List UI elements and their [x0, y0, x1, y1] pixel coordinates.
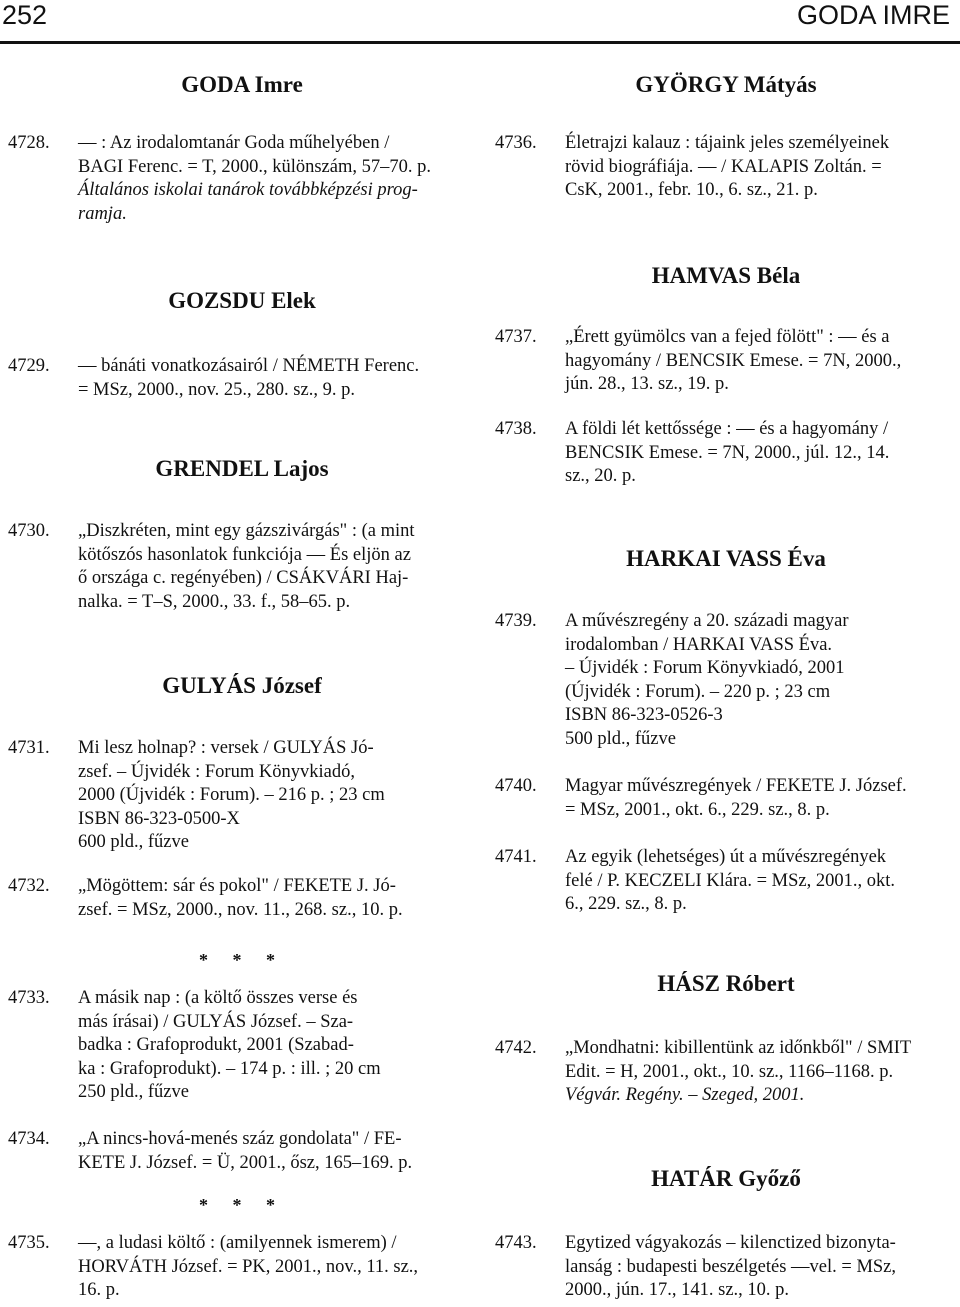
entry-number: 4736. [495, 133, 537, 153]
entry-4732 [8, 875, 476, 922]
entry-line: —, a ludasi költő : (amilyennek ismerem) / [78, 1233, 397, 1253]
entry-note: ramja. [78, 203, 127, 224]
entry-line: Egytized vágyakozás – kilenctized bizonyta- [565, 1233, 896, 1253]
entry-line: „Mondhatni: kibillentünk az időnkből" / SMIT [565, 1038, 912, 1058]
section-heading: GYÖRGY Mátyás [635, 72, 817, 97]
entry-line: Az egyik (lehetséges) út a művészregények [565, 847, 887, 867]
entry-line: zsef. = MSz, 2000., nov. 11., 268. sz., 10. p. [78, 899, 403, 920]
entry-line: A másik nap : (a költő összes verse és [78, 988, 358, 1008]
entry-line: BENCSIK Emese. = 7N, 2000., júl. 12., 14. [565, 442, 890, 463]
entry-line: „Mögöttem: sár és pokol" / FEKETE J. Jó- [78, 876, 396, 896]
entry-4738 [495, 418, 957, 489]
entry-4729 [8, 355, 476, 402]
entry-4731 [8, 737, 476, 855]
entry-line: 2000 (Újvidék : Forum). – 216 p. ; 23 cm [78, 785, 385, 805]
entry-number: 4743. [495, 1233, 537, 1253]
entry-line: HORVÁTH József. = PK, 2001., nov., 11. sz., [78, 1256, 419, 1277]
entry-line: 500 pld., fűzve [565, 728, 676, 749]
entry-line: (Újvidék : Forum). – 220 p. ; 23 cm [565, 681, 831, 702]
entry-4737 [495, 326, 957, 397]
section-heading: GODA Imre [181, 72, 303, 97]
entry-line: 600 pld., fűzve [78, 832, 189, 852]
entry-line: Életrajzi kalauz : tájaink jeles személyeinek [565, 133, 890, 153]
page-number: 252 [2, 0, 48, 30]
running-head: GODA IMRE [796, 0, 950, 30]
entry-line: CsK, 2001., febr. 10., 6. sz., 21. p. [565, 180, 818, 200]
entry-line: felé / P. KECZELI Klára. = MSz, 2001., okt. [565, 870, 896, 891]
entry-number: 4730. [8, 521, 50, 541]
section-heading: GRENDEL Lajos [155, 456, 329, 481]
entry-line: = MSz, 2000., nov. 25., 280. sz., 9. p. [78, 379, 355, 400]
entry-note: Végvár. Regény. – Szeged, 2001. [565, 1085, 805, 1105]
entry-line: lanság : budapesti beszélgetés —vel. = MSz, [565, 1256, 897, 1277]
entry-line: „A nincs-hová-menés száz gondolata" / FE- [78, 1129, 402, 1149]
entry-line: irodalomban / HARKAI VASS Éva. [565, 634, 833, 655]
entry-line: Mi lesz holnap? : versek / GULYÁS Jó- [78, 738, 374, 758]
entry-line: BAGI Ferenc. = T, 2000., különszám, 57–70. p. [78, 156, 431, 177]
separator-stars: * * * [199, 1195, 285, 1215]
entry-line: A földi lét kettőssége : — és a hagyomány / [565, 419, 889, 439]
entry-number: 4729. [8, 356, 50, 376]
entry-line: Edit. = H, 2001., okt., 10. sz., 1166–1168. p. [565, 1061, 894, 1082]
entry-line: sz., 20. p. [565, 466, 636, 486]
entry-4733 [8, 987, 476, 1105]
entry-4730 [8, 520, 476, 614]
entry-number: 4741. [495, 847, 537, 867]
section-heading: GULYÁS József [162, 673, 322, 698]
entry-line: Magyar művészregények / FEKETE J. József. [565, 776, 907, 796]
entry-line: „Érett gyümölcs van a fejed fölött" : — és a [565, 327, 890, 347]
header-rule [0, 41, 960, 44]
entry-line: A művészregény a 20. századi magyar [565, 611, 849, 631]
entry-line: ő országa c. regényében) / CSÁKVÁRI Haj- [78, 568, 409, 588]
entry-number: 4733. [8, 988, 50, 1008]
entry-4742 [495, 1037, 957, 1108]
entry-number: 4737. [495, 327, 537, 347]
entry-4734 [8, 1128, 476, 1175]
entry-note: Általános iskolai tanárok továbbképzési prog- [78, 180, 418, 200]
entry-line: = MSz, 2001., okt. 6., 229. sz., 8. p. [565, 799, 830, 820]
section-heading: GOZSDU Elek [168, 288, 316, 313]
separator-stars: * * * [199, 950, 285, 970]
entry-line: nalka. = T–S, 2000., 33. f., 58–65. p. [78, 591, 351, 612]
entry-4740 [495, 775, 957, 822]
entry-line: rövid biográfiája. — / KALAPIS Zoltán. = [565, 156, 882, 177]
entry-line: — : Az irodalomtanár Goda műhelyében / [78, 133, 390, 153]
entry-line: 250 pld., fűzve [78, 1082, 189, 1102]
entry-line: 16. p. [78, 1280, 120, 1300]
entry-line: más írásai) / GULYÁS József. – Sza- [78, 1011, 354, 1032]
entry-number: 4731. [8, 738, 50, 758]
entry-number: 4734. [8, 1129, 50, 1149]
entry-line: „Diszkréten, mint egy gázszivárgás" : (a mint [78, 521, 415, 541]
entry-4736 [495, 132, 957, 203]
entry-line: 6., 229. sz., 8. p. [565, 894, 687, 914]
entry-line: KETE J. József. = Ü, 2001., ősz, 165–169. p. [78, 1152, 413, 1173]
entry-4728 [8, 132, 476, 226]
entry-line: – Újvidék : Forum Könyvkiadó, 2001 [565, 658, 845, 678]
entry-4735 [8, 1232, 476, 1303]
entry-line: ka : Grafoprodukt). – 174 p. : ill. ; 20 cm [78, 1058, 381, 1079]
section-heading: HAMVAS Béla [651, 263, 801, 288]
entry-line: ISBN 86-323-0526-3 [565, 705, 723, 725]
entry-line: — bánáti vonatkozásairól / NÉMETH Ferenc. [78, 356, 420, 376]
entry-number: 4732. [8, 876, 50, 896]
section-heading: HARKAI VASS Éva [626, 546, 826, 571]
entry-number: 4735. [8, 1233, 50, 1253]
entry-number: 4742. [495, 1038, 537, 1058]
entry-line: zsef. – Újvidék : Forum Könyvkiadó, [78, 761, 355, 782]
entry-line: 2000., jún. 17., 141. sz., 10. p. [565, 1280, 790, 1300]
entry-line: hagyomány / BENCSIK Emese. = 7N, 2000., [565, 350, 902, 371]
entry-number: 4740. [495, 776, 537, 796]
entry-line: ISBN 86-323-0500-X [78, 808, 240, 829]
entry-4739 [495, 610, 957, 751]
entry-line: kötőszós hasonlatok funkciója — És eljön az [78, 544, 411, 565]
entry-line: jún. 28., 13. sz., 19. p. [565, 374, 729, 394]
entry-4743 [495, 1232, 957, 1303]
section-heading: HÁSZ Róbert [657, 971, 795, 996]
page-header [0, 0, 960, 40]
entry-number: 4728. [8, 133, 50, 153]
entry-4741 [495, 846, 957, 917]
entry-line: badka : Grafoprodukt, 2001 (Szabad- [78, 1035, 354, 1055]
section-heading: HATÁR Győző [651, 1166, 801, 1191]
entry-number: 4739. [495, 611, 537, 631]
entry-number: 4738. [495, 419, 537, 439]
